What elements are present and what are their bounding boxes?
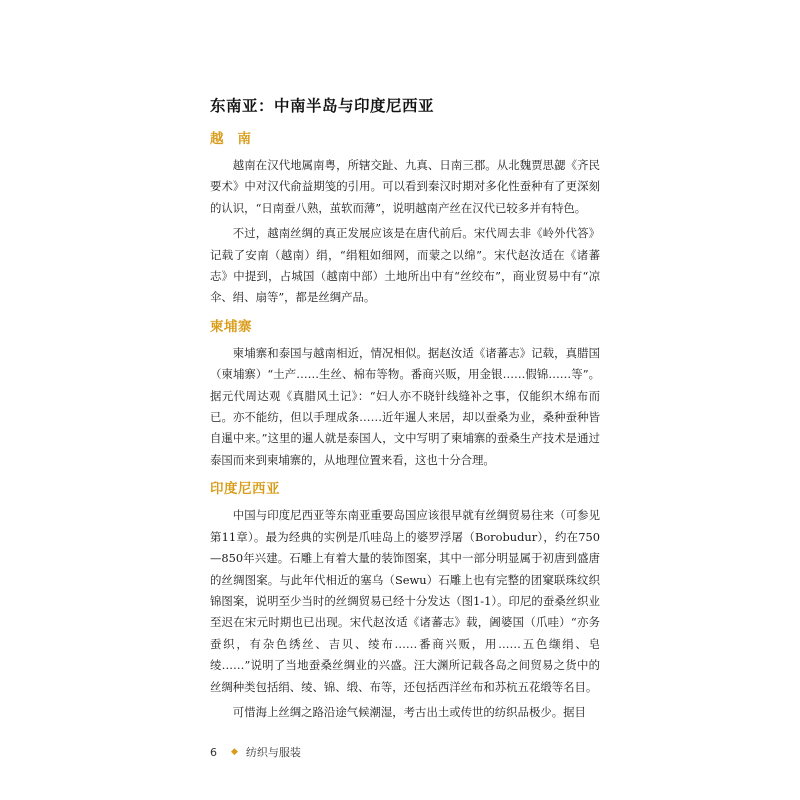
page-footer: [210, 744, 301, 760]
paragraph-vietnam-1: 越南在汉代地属南粤，所辖交趾、九真、日南三郡。从北魏贾思勰《齐民要术》中对汉代俞益期笺的引用。可以看到秦汉时期对多化性蚕种有了更深刻的认识，“日南蚕八熟，茧软而薄”，说明越南产丝在汉代已较多并有特色。: [210, 158, 600, 215]
section-title: 东南亚：中南半岛与印度尼西亚: [210, 97, 435, 115]
paragraph-vietnam-2: 不过，越南丝绸的真正发展应该是在唐代前后。宋代周去非《岭外代答》记载了安南（越南）绢，“绢粗如细网，而蒙之以绵”。宋代赵汝适在《诸蕃志》中提到，占城国（越南中部）土地所出中有“丝绞布”，商业贸易中有“凉伞、绢、扇等”，都是丝绸产品。: [210, 226, 600, 305]
subheading-indonesia: 印度尼西亚: [210, 481, 280, 498]
page-content: [210, 94, 600, 727]
subheading-vietnam: 越南: [210, 131, 265, 147]
paragraph-cambodia-1: 柬埔寨和泰国与越南相近，情况相似。据赵汝适《诸蕃志》记载，真腊国（柬埔寨）“土产……生丝、棉布等物。番商兴贩，用金银……假锦……等”。据元代周达观《真腊风土记》：“妇人亦不晓针线缝补之事，仅能织木绵布而已。亦不能纺，但以手理成条……近年暹人来居，却以蚕桑为业，桑种蚕种皆自暹中来。”这里的暹人就是泰国人，文中写明了柬埔寨的蚕桑生产技术是通过泰国而来到柬埔寨的，从地理位置来看，这也十分合理。: [210, 345, 600, 467]
paragraph-indonesia-2: 可惜海上丝绸之路沿途气候潮湿，考古出土或传世的纺织品极少。据目: [232, 704, 586, 719]
paragraph-indonesia-1: 中国与印度尼西亚等东南亚重要岛国应该很早就有丝绸贸易往来（可参见第11章）。最为经典的实例是爪哇岛上的婆罗浮屠（Borobudur），约在750—850年兴建。石雕上有着大量的装饰图案，其中一部分明显属于初唐到盛唐的丝绸图案。与此年代相近的塞乌（Sewu）石雕上也有完整的团窠联珠纹织锦图案，说明至少当时的丝绸贸易已经十分发达（图1-1）。印尼的蚕桑丝织业至迟在宋元时期也已出现。宋代赵汝适《诸蕃志》载，阇婆国（爪哇）“亦务蚕织，有杂色绣丝、吉贝、绫布……番商兴贩，用……五色缬绢、皂绫……”说明了当地蚕桑丝绸业的兴盛。汪大渊所记载各岛之间贸易之货中的丝绸种类包括绢、绫、锦、缎、布等，还包括西洋丝布和苏杭五花缎等名目。: [210, 508, 600, 694]
page-number: 6: [210, 745, 217, 759]
subheading-cambodia: 柬埔寨: [210, 318, 252, 335]
book-title: 纺织与服装: [245, 746, 301, 759]
diamond-bullet-icon: ◆: [231, 747, 238, 757]
